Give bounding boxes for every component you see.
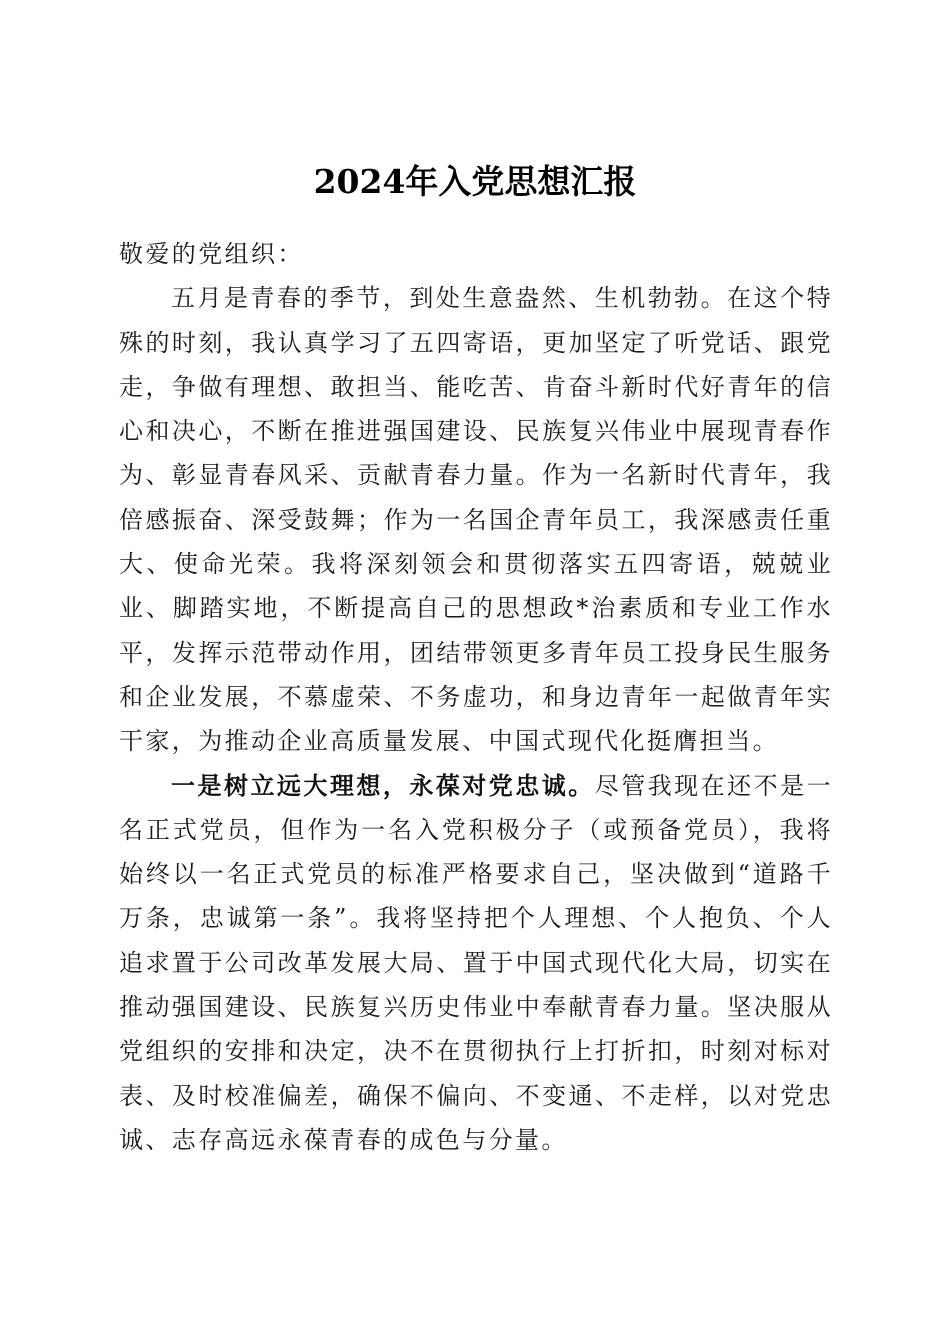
salutation: 敬爱的党组织： xyxy=(119,240,304,268)
paragraph-intro: 五月是青春的季节，到处生意盎然、生机勃勃。在这个特殊的时刻，我认真学习了五四寄语，更加坚定了听党话、跟党走，争做有理想、敢担当、能吃苦、肯奋斗新时代好青年的信心和决心，不断在推进强国建设、民族复兴伟业中展现青春作为、彰显青春风采、贡献青春力量。作为一名新时代青年，我倍感振奋、深受鼓舞；作为一名国企青年员工，我深感责任重大、使命光荣。我将深刻领会和贯彻落实五四寄语，兢兢业业、脚踏实地，不断提高自己的思想政*治素质和专业工作水平，发挥示范带动作用，团结带领更多青年员工投身民生服务和企业发展，不慕虚荣、不务虚功，和身边青年一起做青年实干家，为推动企业高质量发展、中国式现代化挺膺担当。 xyxy=(119,284,833,756)
paragraph-point-one xyxy=(119,764,833,1163)
document-body xyxy=(119,232,833,1162)
document-title: 2024年入党思想汇报 xyxy=(313,162,637,202)
paragraph-body: 尽管我现在还不是一名正式党员，但作为一名入党积极分子（或预备党员），我将始终以一名正式党员的标准严格要求自己，坚决做到“道路千万条，忠诚第一条”。我将坚持把个人理想、个人抱负、个人追求置于公司改革发展大局、置于中国式现代化大局，切实在推动强国建设、民族复兴历史伟业中奉献青春力量。坚决服从党组织的安排和决定，决不在贯彻执行上打折扣，时刻对标对表、及时校准偏差，确保不偏向、不变通、不走样，以对党忠诚、志存高远永葆青春的成色与分量。 xyxy=(119,771,833,1154)
paragraph-lead: 一是树立远大理想，永葆对党忠诚。 xyxy=(171,770,595,800)
